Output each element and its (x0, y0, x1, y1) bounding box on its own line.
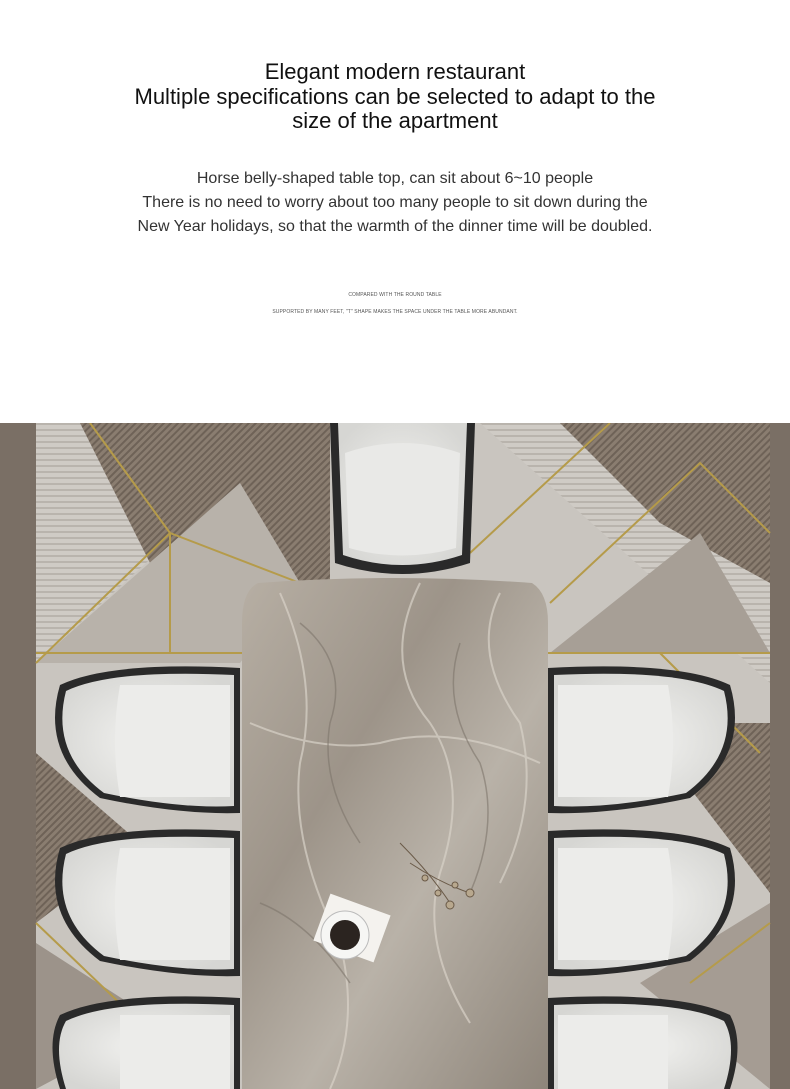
chair-left-3 (53, 996, 241, 1089)
marble-table (242, 578, 548, 1089)
dining-set-illustration (0, 423, 790, 1089)
chair-top (330, 423, 475, 574)
headline (0, 60, 790, 134)
description-line-2: There is no need to worry about too many people to sit down during the (142, 194, 648, 211)
fine-print-line-1: COMPARED WITH THE ROUND TABLE (348, 292, 442, 298)
headline-line-1: Elegant modern restaurant (264, 59, 526, 84)
fine-print-line-2: SUPPORTED BY MANY FEET, "T" SHAPE MAKES THE SPACE UNDER THE TABLE MORE ABUNDANT. (272, 309, 518, 315)
dining-set-photo (0, 423, 790, 1089)
description-line-1: Horse belly-shaped table top, can sit about 6~10 people (196, 170, 594, 187)
headline-line-3: size of the apartment (292, 108, 498, 133)
description-line-3: New Year holidays, so that the warmth of the dinner time will be doubled. (137, 218, 653, 235)
chair-right-3 (548, 996, 738, 1089)
headline-line-2: Multiple specifications can be selected to adapt to the (134, 83, 656, 109)
description (0, 167, 790, 239)
